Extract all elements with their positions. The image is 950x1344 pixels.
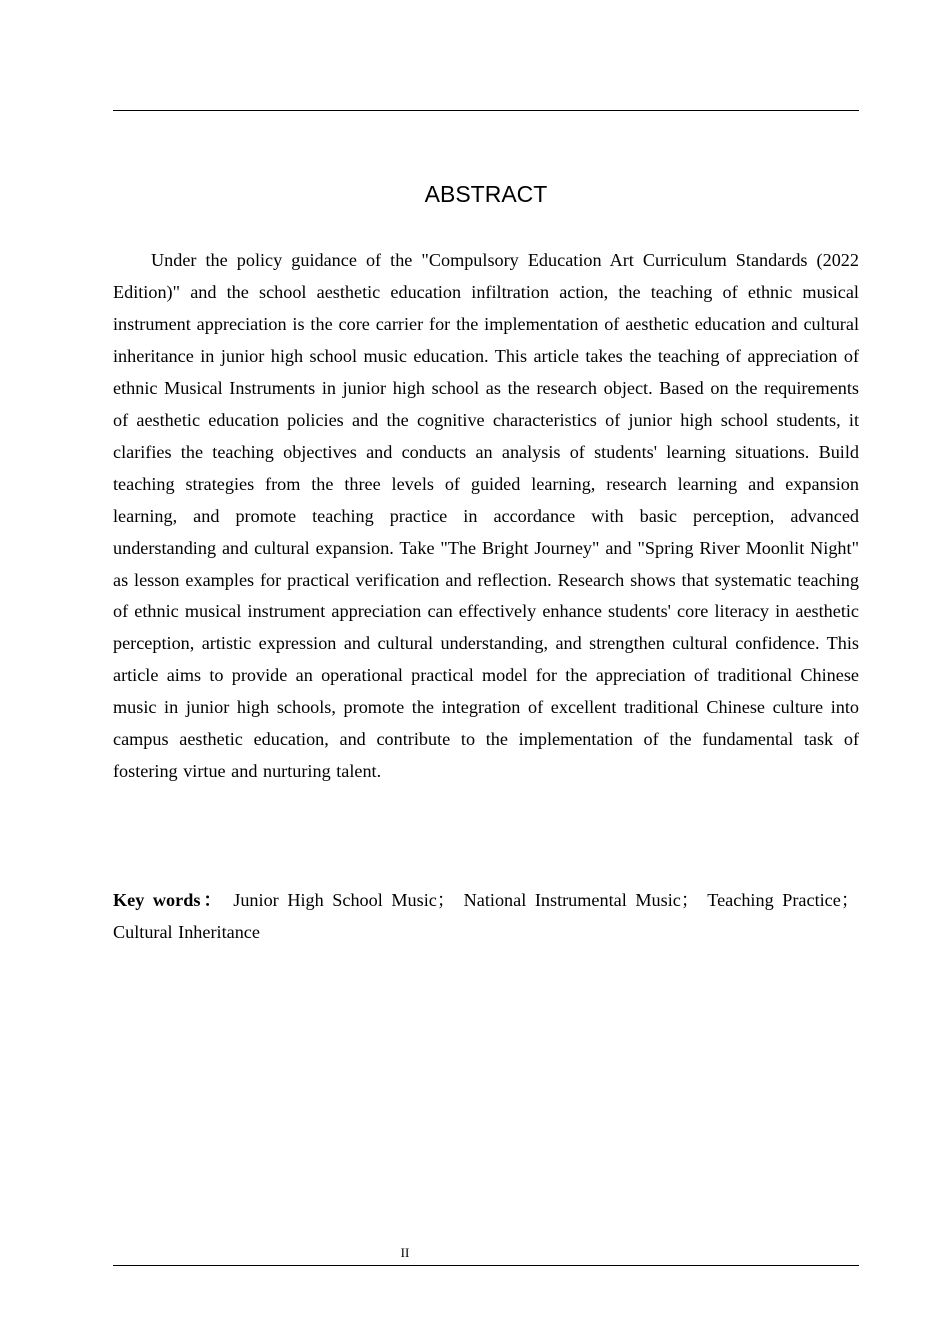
abstract-title: ABSTRACT (424, 181, 548, 207)
keywords-list: Junior High School Music； National Instrumental Music； Teaching Practice；Cultural Inheritance (113, 890, 860, 942)
keywords-paragraph (113, 884, 859, 948)
header-rule (113, 110, 859, 111)
keywords-label: Key words： (113, 890, 225, 910)
page-number: II (400, 1245, 410, 1260)
footer-rule (113, 1265, 859, 1266)
abstract-body: Under the policy guidance of the "Compulsory Education Art Curriculum Standards (2022 Edition)" and the school aesthetic education infiltration action, the teaching of ethnic musical instrument appreciation is the core carrier for the implementation of aesthetic education and cultural inheritance in junior high school music education. This article takes the teaching of appreciation of ethnic Musical Instruments in junior high school as the research object. Based on the requirements of aesthetic education policies and the cognitive characteristics of junior high school students, it clarifies the teaching objectives and conducts an analysis of students' learning situations. Build teaching strategies from the three levels of guided learning, research learning and expansion learning, and promote teaching practice in accordance with basic perception, advanced understanding and cultural expansion. Take "The Bright Journey" and "Spring River Moonlit Night" as lesson examples for practical verification and reflection. Research shows that systematic teaching of ethnic musical instrument appreciation can effectively enhance students' core literacy in aesthetic perception, artistic expression and cultural understanding, and strengthen cultural confidence. This article aims to provide an operational practical model for the appreciation of traditional Chinese music in junior high schools, promote the integration of excellent traditional Chinese culture into campus aesthetic education, and contribute to the implementation of the fundamental task of fostering virtue and nurturing talent. (113, 250, 859, 782)
